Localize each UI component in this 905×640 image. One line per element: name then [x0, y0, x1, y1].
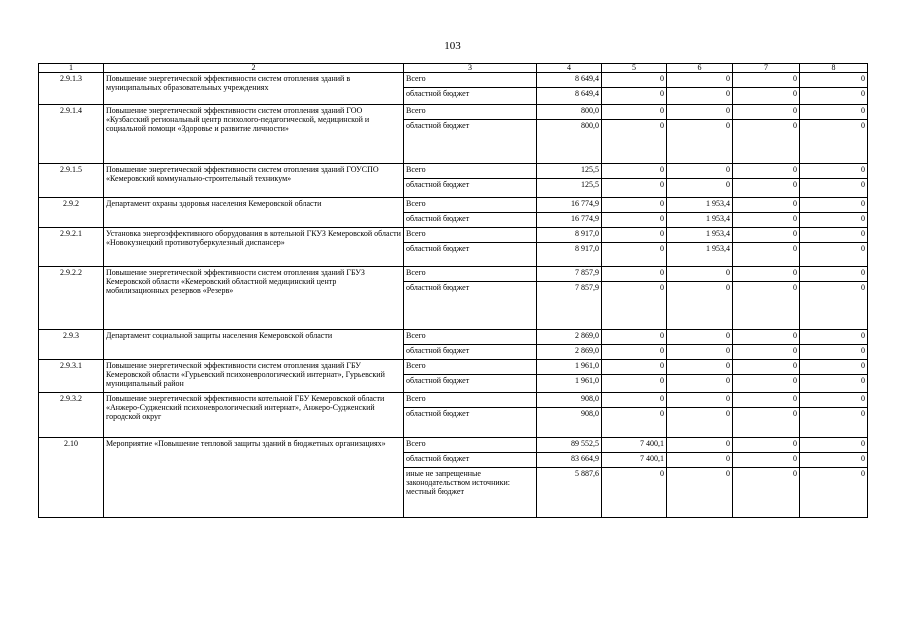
- amount-cell: 0: [800, 73, 868, 88]
- amount-cell: 0: [667, 330, 733, 345]
- amount-cell: 1 953,4: [667, 198, 733, 213]
- amount-cell: 16 774,9: [537, 198, 602, 213]
- amount-cell: 0: [602, 120, 667, 164]
- funding-source: областной бюджет: [404, 375, 537, 393]
- funding-source: Всего: [404, 360, 537, 375]
- amount-cell: 0: [800, 198, 868, 213]
- amount-cell: 0: [733, 179, 800, 198]
- amount-cell: 0: [667, 88, 733, 105]
- amount-cell: 0: [733, 267, 800, 282]
- amount-cell: 0: [667, 468, 733, 518]
- column-header: 1: [39, 64, 104, 73]
- amount-cell: 0: [733, 408, 800, 438]
- amount-cell: 0: [602, 164, 667, 179]
- amount-cell: 0: [733, 468, 800, 518]
- amount-cell: 7 857,9: [537, 282, 602, 330]
- item-description: Повышение энергетической эффективности систем отопления зданий ГОО «Кузбасский региональный центр психолого-педагогической, медицинской и социальной помощи «Здоровье и развитие личности»: [104, 105, 404, 164]
- amount-cell: 0: [733, 393, 800, 408]
- amount-cell: 0: [733, 228, 800, 243]
- amount-cell: 0: [800, 345, 868, 360]
- amount-cell: 0: [602, 105, 667, 120]
- amount-cell: 8 649,4: [537, 73, 602, 88]
- amount-cell: 2 869,0: [537, 330, 602, 345]
- amount-cell: 0: [667, 267, 733, 282]
- column-header: 4: [537, 64, 602, 73]
- amount-cell: 0: [602, 73, 667, 88]
- amount-cell: 0: [800, 330, 868, 345]
- amount-cell: 7 400,1: [602, 453, 667, 468]
- column-header: 7: [733, 64, 800, 73]
- amount-cell: 0: [800, 213, 868, 228]
- amount-cell: 7 857,9: [537, 267, 602, 282]
- funding-source: иные не запрещенные законодательством источники: местный бюджет: [404, 468, 537, 518]
- funding-source: Всего: [404, 393, 537, 408]
- funding-source: Всего: [404, 228, 537, 243]
- amount-cell: 0: [800, 468, 868, 518]
- amount-cell: 0: [602, 393, 667, 408]
- item-description: Повышение энергетической эффективности систем отопления зданий ГБУЗ Кемеровской области «Кемеровский областной медицинский центр мобилизационных резервов «Резерв»: [104, 267, 404, 330]
- amount-cell: 0: [733, 73, 800, 88]
- amount-cell: 125,5: [537, 179, 602, 198]
- amount-cell: 0: [667, 393, 733, 408]
- table-row: [39, 360, 868, 375]
- item-code: 2.9.1.4: [39, 105, 104, 164]
- amount-cell: 0: [800, 179, 868, 198]
- amount-cell: 0: [602, 228, 667, 243]
- item-description: Департамент социальной защиты населения Кемеровской области: [104, 330, 404, 360]
- item-code: 2.10: [39, 438, 104, 518]
- item-code: 2.9.3.1: [39, 360, 104, 393]
- amount-cell: 5 887,6: [537, 468, 602, 518]
- amount-cell: 0: [733, 88, 800, 105]
- amount-cell: 0: [667, 345, 733, 360]
- amount-cell: 0: [800, 453, 868, 468]
- amount-cell: 0: [602, 198, 667, 213]
- amount-cell: 0: [800, 120, 868, 164]
- funding-source: Всего: [404, 105, 537, 120]
- amount-cell: 800,0: [537, 105, 602, 120]
- funding-source: областной бюджет: [404, 120, 537, 164]
- amount-cell: 0: [667, 453, 733, 468]
- funding-source: Всего: [404, 438, 537, 453]
- amount-cell: 0: [800, 88, 868, 105]
- item-code: 2.9.2.2: [39, 267, 104, 330]
- amount-cell: 0: [733, 213, 800, 228]
- header-row: [39, 64, 868, 73]
- table-row: [39, 393, 868, 408]
- amount-cell: 0: [602, 468, 667, 518]
- amount-cell: 16 774,9: [537, 213, 602, 228]
- funding-source: областной бюджет: [404, 345, 537, 360]
- column-header: 3: [404, 64, 537, 73]
- funding-source: областной бюджет: [404, 453, 537, 468]
- table-row: [39, 330, 868, 345]
- item-code: 2.9.1.5: [39, 164, 104, 198]
- item-description: Повышение энергетической эффективности систем отопления зданий ГОУСПО «Кемеровский коммунально-строительный техникум»: [104, 164, 404, 198]
- amount-cell: 0: [602, 243, 667, 267]
- amount-cell: 0: [667, 360, 733, 375]
- item-description: Департамент охраны здоровья населения Кемеровской области: [104, 198, 404, 228]
- funding-source: областной бюджет: [404, 88, 537, 105]
- amount-cell: 0: [602, 408, 667, 438]
- amount-cell: 8 649,4: [537, 88, 602, 105]
- amount-cell: 0: [602, 213, 667, 228]
- amount-cell: 0: [733, 164, 800, 179]
- item-code: 2.9.2.1: [39, 228, 104, 267]
- amount-cell: 908,0: [537, 408, 602, 438]
- item-code: 2.9.1.3: [39, 73, 104, 105]
- column-header: 8: [800, 64, 868, 73]
- item-description: Мероприятие «Повышение тепловой защиты зданий в бюджетных организациях»: [104, 438, 404, 518]
- funding-source: Всего: [404, 198, 537, 213]
- amount-cell: 0: [733, 438, 800, 453]
- amount-cell: 0: [733, 198, 800, 213]
- amount-cell: 7 400,1: [602, 438, 667, 453]
- amount-cell: 0: [800, 105, 868, 120]
- amount-cell: 0: [602, 345, 667, 360]
- amount-cell: 83 664,9: [537, 453, 602, 468]
- amount-cell: 0: [602, 179, 667, 198]
- item-code: 2.9.3.2: [39, 393, 104, 438]
- funding-source: областной бюджет: [404, 213, 537, 228]
- amount-cell: 0: [800, 375, 868, 393]
- amount-cell: 0: [667, 73, 733, 88]
- amount-cell: 0: [800, 393, 868, 408]
- amount-cell: 0: [800, 282, 868, 330]
- amount-cell: 0: [800, 438, 868, 453]
- amount-cell: 0: [800, 243, 868, 267]
- amount-cell: 0: [733, 330, 800, 345]
- table-row: [39, 438, 868, 453]
- amount-cell: 0: [602, 330, 667, 345]
- amount-cell: 0: [733, 282, 800, 330]
- column-header: 5: [602, 64, 667, 73]
- amount-cell: 1 953,4: [667, 243, 733, 267]
- amount-cell: 0: [667, 438, 733, 453]
- amount-cell: 8 917,0: [537, 243, 602, 267]
- funding-source: областной бюджет: [404, 179, 537, 198]
- amount-cell: 0: [602, 282, 667, 330]
- table-row: [39, 105, 868, 120]
- amount-cell: 0: [602, 267, 667, 282]
- item-description: Повышение энергетической эффективности котельной ГБУ Кемеровской области «Анжеро-Судженский психоневрологический интернат», Анжеро-Судженский городской округ: [104, 393, 404, 438]
- amount-cell: 0: [800, 164, 868, 179]
- item-code: 2.9.3: [39, 330, 104, 360]
- amount-cell: 0: [667, 120, 733, 164]
- item-code: 2.9.2: [39, 198, 104, 228]
- amount-cell: 0: [602, 375, 667, 393]
- budget-table: [38, 63, 868, 518]
- amount-cell: 0: [733, 345, 800, 360]
- amount-cell: 0: [733, 120, 800, 164]
- amount-cell: 0: [800, 228, 868, 243]
- item-description: Установка энергоэффективного оборудования в котельной ГКУЗ Кемеровской области «Новокузнецкий противотуберкулезный диспансер»: [104, 228, 404, 267]
- amount-cell: 0: [667, 105, 733, 120]
- item-description: Повышение энергетической эффективности систем отопления зданий в муниципальных образовательных учреждениях: [104, 73, 404, 105]
- table-row: [39, 267, 868, 282]
- funding-source: областной бюджет: [404, 408, 537, 438]
- amount-cell: 0: [667, 179, 733, 198]
- amount-cell: 125,5: [537, 164, 602, 179]
- table-row: [39, 73, 868, 88]
- amount-cell: 0: [733, 243, 800, 267]
- amount-cell: 1 953,4: [667, 213, 733, 228]
- amount-cell: 1 953,4: [667, 228, 733, 243]
- amount-cell: 0: [733, 105, 800, 120]
- funding-source: Всего: [404, 267, 537, 282]
- amount-cell: 0: [602, 88, 667, 105]
- amount-cell: 0: [733, 375, 800, 393]
- amount-cell: 1 961,0: [537, 360, 602, 375]
- item-description: Повышение энергетической эффективности систем отопления зданий ГБУ Кемеровской области «Гурьевский психоневрологический интернат», Гурьевский муниципальный район: [104, 360, 404, 393]
- funding-source: Всего: [404, 73, 537, 88]
- funding-source: областной бюджет: [404, 243, 537, 267]
- amount-cell: 0: [733, 360, 800, 375]
- amount-cell: 0: [800, 360, 868, 375]
- table-row: [39, 164, 868, 179]
- amount-cell: 89 552,5: [537, 438, 602, 453]
- amount-cell: 800,0: [537, 120, 602, 164]
- amount-cell: 1 961,0: [537, 375, 602, 393]
- amount-cell: 0: [667, 282, 733, 330]
- amount-cell: 0: [667, 164, 733, 179]
- amount-cell: 0: [733, 453, 800, 468]
- amount-cell: 0: [800, 408, 868, 438]
- amount-cell: 0: [667, 375, 733, 393]
- funding-source: Всего: [404, 164, 537, 179]
- funding-source: областной бюджет: [404, 282, 537, 330]
- amount-cell: 0: [602, 360, 667, 375]
- column-header: 6: [667, 64, 733, 73]
- amount-cell: 0: [667, 408, 733, 438]
- table-row: [39, 198, 868, 213]
- amount-cell: 0: [800, 267, 868, 282]
- funding-source: Всего: [404, 330, 537, 345]
- amount-cell: 8 917,0: [537, 228, 602, 243]
- page-number: 103: [444, 40, 461, 52]
- column-header: 2: [104, 64, 404, 73]
- amount-cell: 908,0: [537, 393, 602, 408]
- table-row: [39, 228, 868, 243]
- amount-cell: 2 869,0: [537, 345, 602, 360]
